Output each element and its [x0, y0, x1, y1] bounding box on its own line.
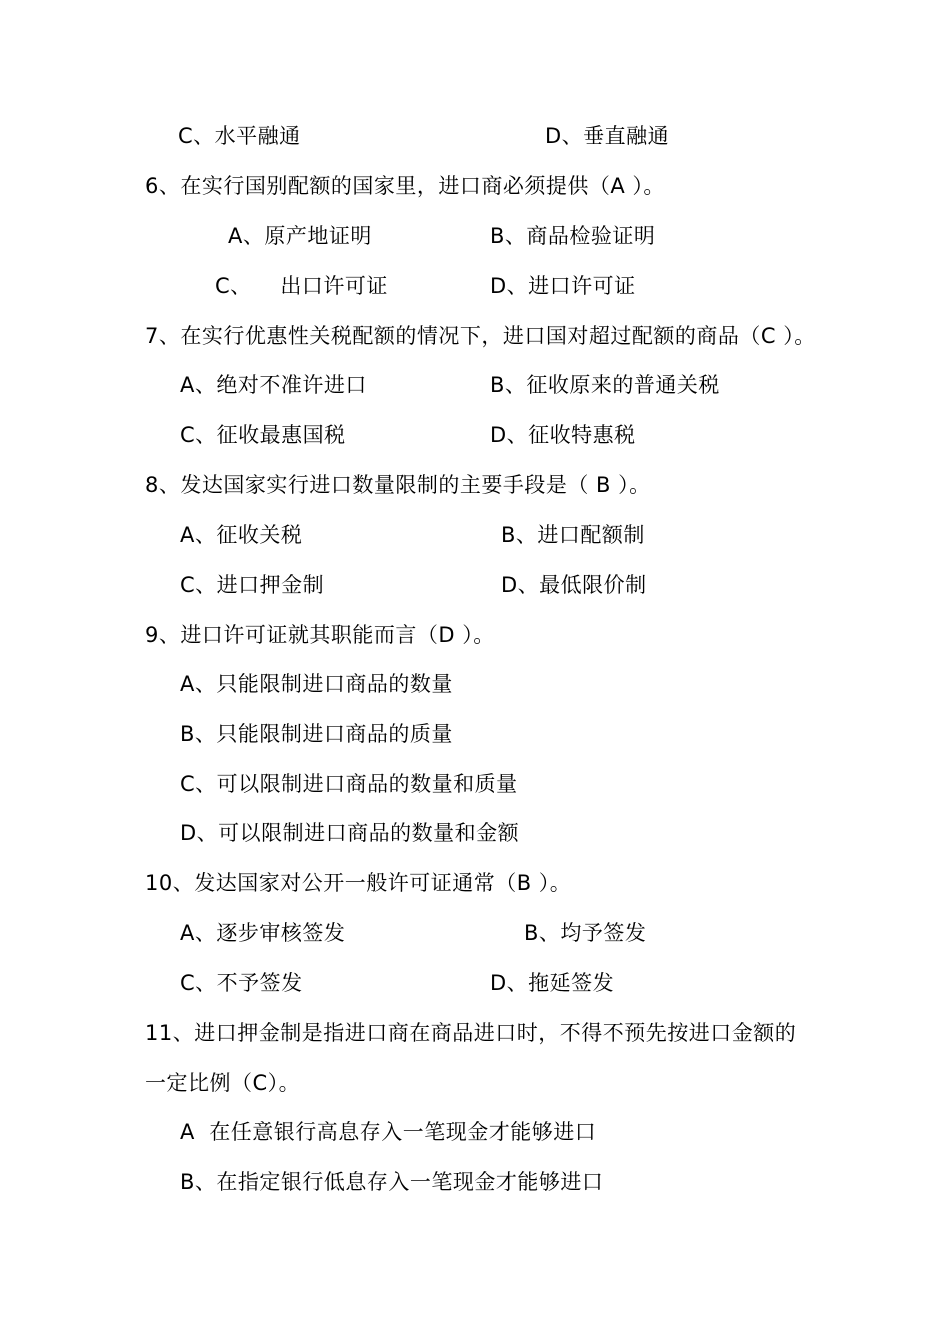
q7-option-a: A、绝对不准许进口	[180, 373, 367, 397]
q10-option-c: C、不予签发	[180, 971, 303, 995]
q10-option-b: B、均予签发	[524, 921, 647, 945]
q10-stem: 10、发达国家对公开一般许可证通常（B ）。	[145, 871, 572, 895]
q10-option-d: D、拖延签发	[490, 971, 615, 995]
q8-option-d: D、最低限价制	[501, 573, 647, 597]
q9-option-d: D、可以限制进口商品的数量和金额	[180, 821, 520, 845]
q9-option-b: B、只能限制进口商品的质量	[180, 722, 453, 746]
q6-option-a: A、原产地证明	[228, 224, 372, 248]
q5-option-c: C、水平融通	[178, 124, 301, 148]
q11-stem-line2: 一定比例（C）。	[145, 1071, 301, 1095]
q8-option-b: B、进口配额制	[501, 523, 645, 547]
q6-stem: 6、在实行国别配额的国家里，进口商必须提供（A ）。	[145, 174, 665, 198]
q5-option-d: D、垂直融通	[545, 124, 670, 148]
q9-stem: 9、进口许可证就其职能而言（D ）。	[145, 623, 495, 647]
q8-option-a: A、征收关税	[180, 523, 303, 547]
q11-stem-line1: 11、进口押金制是指进口商在商品进口时，不得不预先按进口金额的	[145, 1021, 797, 1045]
q6-option-c: C、 出口许可证	[215, 274, 388, 298]
q7-option-c: C、征收最惠国税	[180, 423, 346, 447]
q6-option-b: B、商品检验证明	[490, 224, 656, 248]
q11-option-b: B、在指定银行低息存入一笔现金才能够进口	[180, 1170, 604, 1194]
q10-option-a: A、逐步审核签发	[180, 921, 346, 945]
q6-option-d: D、进口许可证	[490, 274, 636, 298]
q11-option-a: A 在任意银行高息存入一笔现金才能够进口	[180, 1120, 597, 1144]
q9-option-a: A、只能限制进口商品的数量	[180, 672, 453, 696]
q7-stem: 7、在实行优惠性关税配额的情况下，进口国对超过配额的商品（C ）。	[145, 324, 816, 348]
q8-stem: 8、发达国家实行进口数量限制的主要手段是（ B ）。	[145, 473, 651, 497]
q7-option-d: D、征收特惠税	[490, 423, 636, 447]
q9-option-c: C、可以限制进口商品的数量和质量	[180, 772, 518, 796]
q8-option-c: C、进口押金制	[180, 573, 325, 597]
q7-option-b: B、征收原来的普通关税	[490, 373, 720, 397]
